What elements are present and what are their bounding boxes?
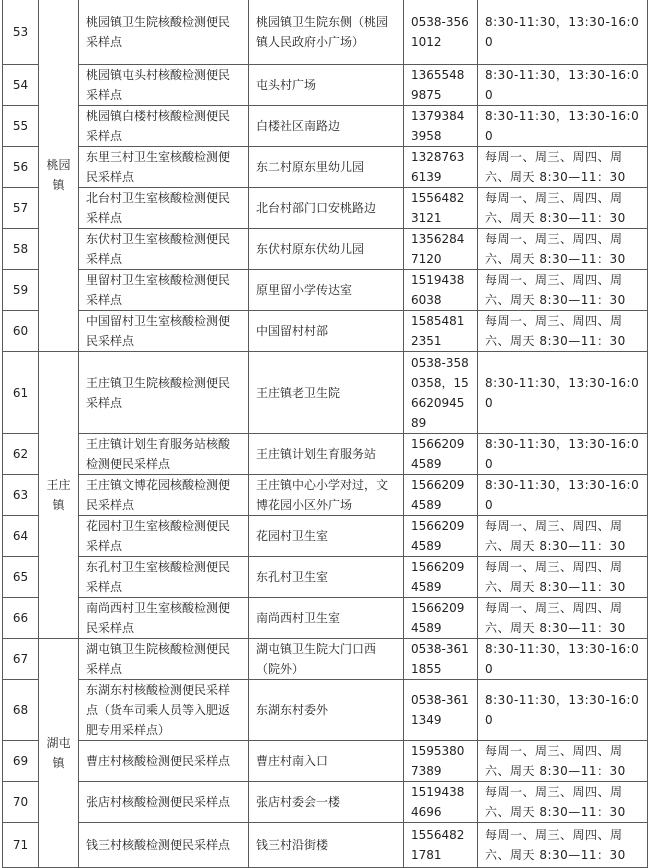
table-row bbox=[3, 65, 648, 106]
row-number: 56 bbox=[3, 147, 39, 188]
row-number: 63 bbox=[3, 475, 39, 516]
site-phone: 0538-3611349 bbox=[404, 680, 478, 741]
site-name: 钱三村核酸检测便民采样点 bbox=[79, 823, 249, 868]
table-row bbox=[3, 106, 648, 147]
site-hours: 每周一、周三、周四、周六、周天 8:30—11：30 bbox=[478, 782, 648, 823]
row-number: 59 bbox=[3, 270, 39, 311]
table-row bbox=[3, 516, 648, 557]
table-row bbox=[3, 639, 648, 680]
table-row bbox=[3, 311, 648, 352]
table-row bbox=[3, 741, 648, 782]
table-row bbox=[3, 352, 648, 434]
table-row bbox=[3, 229, 648, 270]
site-phone: 13562847120 bbox=[404, 229, 478, 270]
site-phone: 0538-3561012 bbox=[404, 0, 478, 65]
site-hours: 8:30-11:30，13:30-16:00 bbox=[478, 0, 648, 65]
site-hours: 8:30-11:30，13:30-16:00 bbox=[478, 680, 648, 741]
table-row bbox=[3, 147, 648, 188]
row-number: 64 bbox=[3, 516, 39, 557]
site-name: 王庄镇文博花园核酸检测便民采样点 bbox=[79, 475, 249, 516]
site-hours: 8:30-11:30，13:30-16:00 bbox=[478, 434, 648, 475]
site-address: 中国留村村部 bbox=[249, 311, 404, 352]
row-number: 61 bbox=[3, 352, 39, 434]
table-row bbox=[3, 823, 648, 868]
site-hours: 每周一、周三、周四、周六、周天 8:30—11：30 bbox=[478, 229, 648, 270]
site-phone: 15194386038 bbox=[404, 270, 478, 311]
table-row bbox=[3, 598, 648, 639]
table-row bbox=[3, 434, 648, 475]
site-name: 张店村核酸检测便民采样点 bbox=[79, 782, 249, 823]
site-phone: 15662094589 bbox=[404, 434, 478, 475]
site-hours: 每周一、周三、周四、周六、周天 8:30—11：30 bbox=[478, 270, 648, 311]
site-address: 东二村原东里幼儿园 bbox=[249, 147, 404, 188]
site-phone: 15564823121 bbox=[404, 188, 478, 229]
site-name: 里留村卫生室核酸检测便民采样点 bbox=[79, 270, 249, 311]
site-hours: 每周一、周三、周四、周六、周天 8:30—11：30 bbox=[478, 741, 648, 782]
town-cell: 湖屯镇 bbox=[39, 639, 79, 868]
table-row bbox=[3, 475, 648, 516]
site-address: 花园村卫生室 bbox=[249, 516, 404, 557]
row-number: 71 bbox=[3, 823, 39, 868]
site-phone: 15662094589 bbox=[404, 557, 478, 598]
site-phone: 13287636139 bbox=[404, 147, 478, 188]
town-cell: 王庄镇 bbox=[39, 352, 79, 639]
site-phone: 15662094589 bbox=[404, 516, 478, 557]
site-hours: 8:30-11:30，13:30-16:00 bbox=[478, 639, 648, 680]
site-name: 湖屯镇卫生院核酸检测便民采样点 bbox=[79, 639, 249, 680]
site-address: 南尚西村卫生室 bbox=[249, 598, 404, 639]
site-address: 北台村部门口安桃路边 bbox=[249, 188, 404, 229]
site-name: 南尚西村卫生室核酸检测便民采样点 bbox=[79, 598, 249, 639]
site-address: 东孔村卫生室 bbox=[249, 557, 404, 598]
site-address: 张店村委会一楼 bbox=[249, 782, 404, 823]
site-name: 东孔村卫生室核酸检测便民采样点 bbox=[79, 557, 249, 598]
site-address: 王庄镇老卫生院 bbox=[249, 352, 404, 434]
site-hours: 8:30-11:30，13:30-16:00 bbox=[478, 475, 648, 516]
site-address: 屯头村广场 bbox=[249, 65, 404, 106]
town-cell: 桃园镇 bbox=[39, 0, 79, 352]
site-phone: 15564821781 bbox=[404, 823, 478, 868]
row-number: 60 bbox=[3, 311, 39, 352]
table-row bbox=[3, 782, 648, 823]
site-address: 钱三村沿街楼 bbox=[249, 823, 404, 868]
site-hours: 8:30-11:30，13:30-16:00 bbox=[478, 106, 648, 147]
site-address: 王庄镇中心小学对过，文博花园小区外广场 bbox=[249, 475, 404, 516]
site-hours: 每周一、周三、周四、周六、周天 8:30—11：30 bbox=[478, 311, 648, 352]
site-name: 北台村卫生室核酸检测便民采样点 bbox=[79, 188, 249, 229]
site-phone: 15953807389 bbox=[404, 741, 478, 782]
site-phone: 13655489875 bbox=[404, 65, 478, 106]
site-address: 白楼社区南路边 bbox=[249, 106, 404, 147]
table-row bbox=[3, 557, 648, 598]
site-name: 东里三村卫生室核酸检测便民采样点 bbox=[79, 147, 249, 188]
row-number: 65 bbox=[3, 557, 39, 598]
site-address: 王庄镇计划生育服务站 bbox=[249, 434, 404, 475]
site-name: 花园村卫生室核酸检测便民采样点 bbox=[79, 516, 249, 557]
site-hours: 每周一、周三、周四、周六、周天 8:30—11：30 bbox=[478, 188, 648, 229]
site-hours: 8:30-11:30，13:30-16:00 bbox=[478, 65, 648, 106]
sampling-points-table bbox=[2, 0, 648, 868]
site-address: 曹庄村南入口 bbox=[249, 741, 404, 782]
row-number: 70 bbox=[3, 782, 39, 823]
site-address: 东湖东村委外 bbox=[249, 680, 404, 741]
site-name: 桃园镇白楼村核酸检测便民采样点 bbox=[79, 106, 249, 147]
site-name: 桃园镇卫生院核酸检测便民采样点 bbox=[79, 0, 249, 65]
site-phone: 15662094589 bbox=[404, 475, 478, 516]
site-name: 曹庄村核酸检测便民采样点 bbox=[79, 741, 249, 782]
site-hours: 每周一、周三、周四、周六、周天 8:30—11：30 bbox=[478, 598, 648, 639]
site-phone: 15854812351 bbox=[404, 311, 478, 352]
site-hours: 每周一、周三、周四、周六、周天 8:30—11：30 bbox=[478, 516, 648, 557]
site-hours: 8:30-11:30，13:30-16:00 bbox=[478, 352, 648, 434]
row-number: 69 bbox=[3, 741, 39, 782]
site-name: 桃园镇屯头村核酸检测便民采样点 bbox=[79, 65, 249, 106]
row-number: 57 bbox=[3, 188, 39, 229]
site-name: 东伏村卫生室核酸检测便民采样点 bbox=[79, 229, 249, 270]
site-phone: 15194384696 bbox=[404, 782, 478, 823]
table-row bbox=[3, 0, 648, 65]
site-address: 桃园镇卫生院东侧（桃园镇人民政府小广场） bbox=[249, 0, 404, 65]
site-hours: 每周一、周三、周四、周六、周天 8:30—11：30 bbox=[478, 147, 648, 188]
site-hours: 每周一、周三、周四、周六、周天 8:30—11：30 bbox=[478, 557, 648, 598]
row-number: 66 bbox=[3, 598, 39, 639]
table-row bbox=[3, 270, 648, 311]
row-number: 53 bbox=[3, 0, 39, 65]
site-phone: 13793843958 bbox=[404, 106, 478, 147]
site-name: 中国留村卫生室核酸检测便民采样点 bbox=[79, 311, 249, 352]
site-phone: 15662094589 bbox=[404, 598, 478, 639]
row-number: 62 bbox=[3, 434, 39, 475]
table-row bbox=[3, 188, 648, 229]
site-hours: 每周一、周三、周四、周六、周天 8:30—11：30 bbox=[478, 823, 648, 868]
site-address: 东伏村原东伏幼儿园 bbox=[249, 229, 404, 270]
row-number: 68 bbox=[3, 680, 39, 741]
site-phone: 0538-3580358，15662094589 bbox=[404, 352, 478, 434]
site-name: 王庄镇计划生育服务站核酸检测便民采样点 bbox=[79, 434, 249, 475]
row-number: 67 bbox=[3, 639, 39, 680]
row-number: 54 bbox=[3, 65, 39, 106]
site-name: 东湖东村核酸检测便民采样点（货车司乘人员等入肥返肥专用采样点） bbox=[79, 680, 249, 741]
site-address: 湖屯镇卫生院大门口西（院外） bbox=[249, 639, 404, 680]
site-address: 原里留小学传达室 bbox=[249, 270, 404, 311]
row-number: 55 bbox=[3, 106, 39, 147]
table-row bbox=[3, 680, 648, 741]
row-number: 58 bbox=[3, 229, 39, 270]
site-name: 王庄镇卫生院核酸检测便民采样点 bbox=[79, 352, 249, 434]
site-phone: 0538-3611855 bbox=[404, 639, 478, 680]
